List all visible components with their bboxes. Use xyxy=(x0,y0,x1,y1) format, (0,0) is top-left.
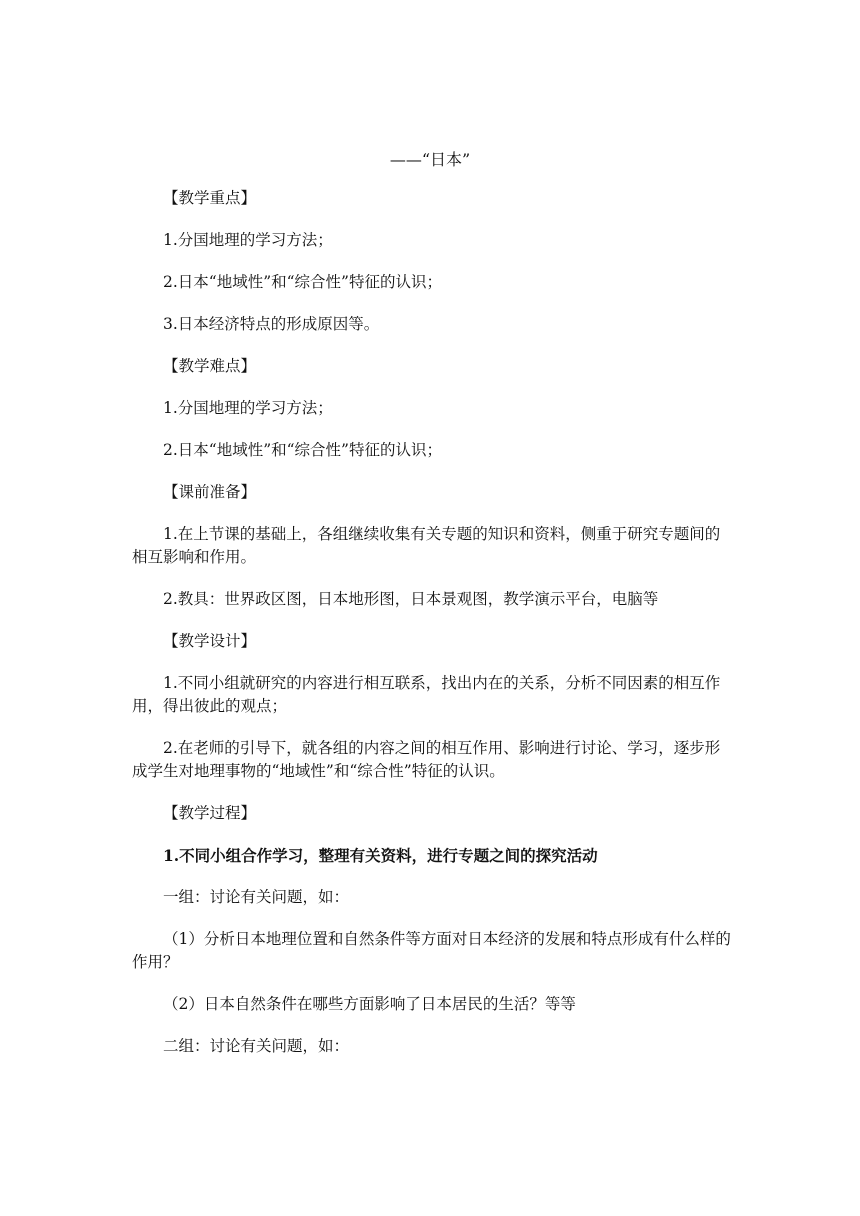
paragraph: （1）分析日本地理位置和自然条件等方面对日本经济的发展和特点形成有什么样的作用？ xyxy=(132,930,731,971)
document-subtitle: ——“日本” xyxy=(389,150,471,169)
paragraph: 一组：讨论有关问题，如： xyxy=(163,888,350,906)
document-body xyxy=(132,187,732,1077)
paragraph: 2.日本“地域性”和“综合性”特征的认识； xyxy=(163,273,442,291)
paragraph: 2.教具：世界政区图，日本地形图，日本景观图，教学演示平台，电脑等 xyxy=(163,590,659,608)
section-heading-preparation: 【课前准备】 xyxy=(163,483,257,501)
paragraph: 1.分国地理的学习方法； xyxy=(163,231,333,249)
paragraph: 1.在上节课的基础上，各组继续收集有关专题的知识和资料，侧重于研究专题间的相互影响和作用。 xyxy=(132,525,721,566)
paragraph: 2.日本“地域性”和“综合性”特征的认识； xyxy=(163,441,442,459)
section-heading-difficulties: 【教学难点】 xyxy=(163,357,257,375)
paragraph: 2.在老师的引导下，就各组的内容之间的相互作用、影响进行讨论、学习，逐步形成学生对地理事物的“地域性”和“综合性”特征的认识。 xyxy=(132,739,721,780)
section-heading-key-points: 【教学重点】 xyxy=(163,189,257,207)
paragraph: 3.日本经济特点的形成原因等。 xyxy=(163,315,380,333)
bold-subheading: 1.不同小组合作学习，整理有关资料，进行专题之间的探究活动 xyxy=(163,846,598,865)
section-heading-design: 【教学设计】 xyxy=(163,632,257,650)
paragraph: 1.不同小组就研究的内容进行相互联系，找出内在的关系，分析不同因素的相互作用，得出彼此的观点； xyxy=(132,674,721,715)
paragraph: （2）日本自然条件在哪些方面影响了日本居民的生活？等等 xyxy=(163,995,576,1013)
paragraph: 1.分国地理的学习方法； xyxy=(163,399,333,417)
paragraph: 二组：讨论有关问题，如： xyxy=(163,1037,350,1055)
section-heading-process: 【教学过程】 xyxy=(163,804,257,822)
